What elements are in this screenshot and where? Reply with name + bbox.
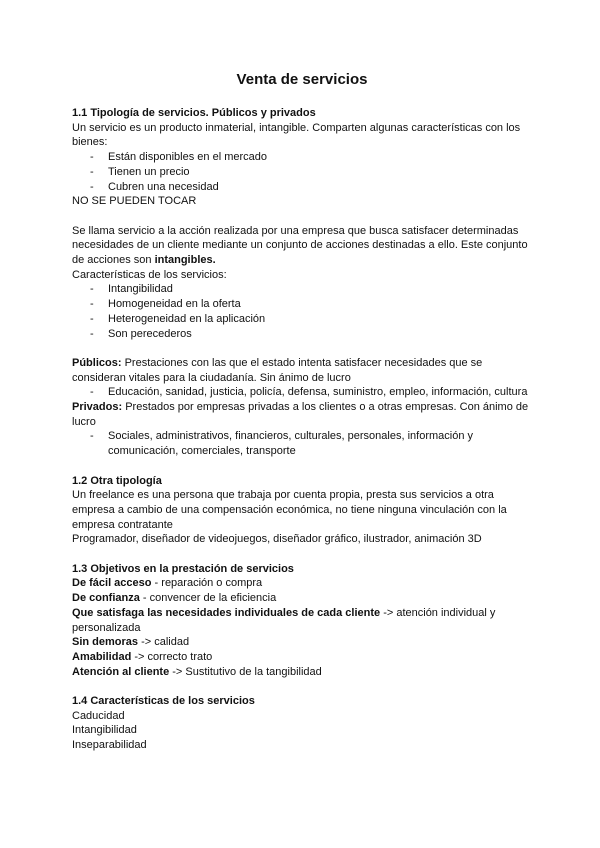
s1-publicos-list [72, 385, 532, 400]
objective-text: -> correcto trato [131, 650, 213, 663]
objective-item [72, 650, 532, 665]
objective-item [72, 606, 532, 635]
s4-item: Intangibilidad [72, 724, 137, 737]
list-item: - Están disponibles en el mercado [72, 150, 532, 165]
list-item: - Sociales, administrativos, financieros, culturales, personales, información y comunicación, comerciales, transporte [72, 429, 532, 458]
objective-label: Sin demoras [72, 636, 139, 649]
list-item: - Intangibilidad [72, 282, 532, 297]
privados-label: Privados: [72, 401, 123, 414]
objective-label: De confianza [72, 592, 140, 605]
objective-text: -> Sustitutivo de la tangibilidad [169, 665, 322, 678]
list-item: - Heterogeneidad en la aplicación [72, 312, 532, 327]
section-heading-1-4: 1.4 Características de los servicios [72, 695, 255, 708]
publicos-text: Prestaciones con las que el estado intenta satisfacer necesidades que se consideran vitales para la ciudadanía. Sin ánimo de lucro [72, 356, 483, 384]
page-title: Venta de servicios [236, 71, 368, 88]
objective-text: -> atención individual y personalizada [72, 606, 496, 634]
s2-examples: Programador, diseñador de videojuegos, diseñador gráfico, ilustrador, animación 3D [72, 533, 482, 546]
privados-text: Prestados por empresas privadas a los clientes o a otras empresas. Con ánimo de lucro [72, 401, 529, 428]
s1-bullet-list [72, 150, 532, 194]
s1-privados-list [72, 429, 532, 458]
section-heading-1-2: 1.2 Otra tipología [72, 474, 162, 487]
list-item: - Educación, sanidad, justicia, policía, defensa, suministro, empleo, información, cultura [72, 385, 532, 400]
publicos-label: Públicos: [72, 356, 122, 369]
section-heading-1-3: 1.3 Objetivos en la prestación de servicios [72, 562, 294, 575]
objective-label: Atención al cliente [72, 665, 170, 678]
list-item: - Homogeneidad en la oferta [72, 297, 532, 312]
definition-bold: intangibles. [154, 254, 216, 267]
objective-label: Que satisfaga las necesidades individuales de cada cliente [72, 606, 381, 619]
s4-item: Inseparabilidad [72, 739, 147, 752]
objective-text: - convencer de la eficiencia [139, 592, 277, 605]
s1-definition [72, 224, 532, 268]
objective-text: - reparación o compra [151, 577, 263, 590]
objective-label: Amabilidad [72, 650, 132, 663]
s2-text: Un freelance es una persona que trabaja por cuenta propia, presta sus servicios a otra empresa a cambio de una compensación económica, no tiene ninguna vinculación con la empresa contratante [72, 489, 507, 531]
s1-publicos [72, 356, 532, 385]
s4-item: Caducidad [72, 709, 125, 722]
objective-item [72, 576, 532, 591]
document-page [72, 70, 532, 753]
objective-label: De fácil acceso [72, 577, 152, 590]
section-heading-1-1: 1.1 Tipología de servicios. Públicos y privados [72, 107, 316, 119]
objective-text: -> calidad [138, 636, 190, 649]
objective-item [72, 665, 532, 680]
list-item: - Tienen un precio [72, 165, 532, 180]
list-item: - Son perecederos [72, 327, 532, 342]
list-item: - Cubren una necesidad [72, 180, 532, 195]
s1-characteristics-list [72, 282, 532, 341]
s1-characteristics-label: Características de los servicios: [72, 268, 227, 281]
objective-item [72, 591, 532, 606]
s1-intro: Un servicio es un producto inmaterial, intangible. Comparten algunas características con los bienes: [72, 121, 521, 149]
definition-text: Se llama servicio a la acción realizada por una empresa que busca satisfacer determinadas necesidades de un cliente mediante un conjunto de acciones destinadas a ello. Este conjunto de acciones son [72, 224, 528, 267]
objective-item [72, 635, 532, 650]
s1-no-tocar: NO SE PUEDEN TOCAR [72, 195, 197, 208]
s1-privados [72, 400, 532, 429]
